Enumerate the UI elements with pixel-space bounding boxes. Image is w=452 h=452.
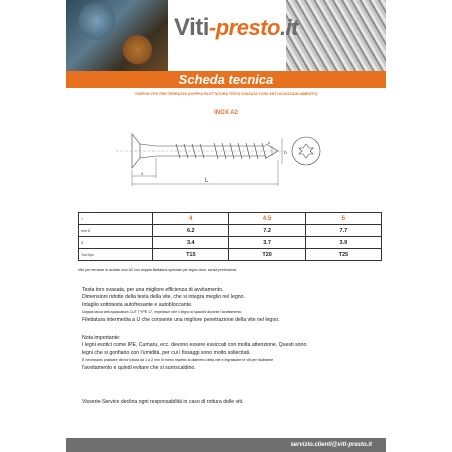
header-photo-screws xyxy=(286,0,386,71)
usage-note: Vite per terrazze in acciaio inox A2 con doppia filettatura speciale per legno duro, senza preforatura. xyxy=(78,268,237,272)
cell-value: 4.5 xyxy=(229,213,305,225)
table-row xyxy=(79,225,382,237)
header-banner xyxy=(66,0,386,71)
feature-line: Intaglio sottotesta autofresante e autobloccante. xyxy=(82,301,193,308)
cell-value: 3.9 xyxy=(305,237,381,249)
title-band xyxy=(66,71,386,88)
footer-email: servizio.clienti@viti-presto.it xyxy=(290,442,372,448)
dim-label-L: L xyxy=(205,178,209,184)
logo-viti: Viti xyxy=(174,14,209,41)
disclaimer: Visserie-Service declina ogni responsabilità in caso di rottura delle viti. xyxy=(82,399,244,405)
row-label: S xyxy=(79,237,153,249)
product-subtitle: VSEPVH VITE PER TERRAZZA (DOPPIA FILETTATURA TESTA SVASATA TORX ANTI-SCHIZZAGLIAMENTO) xyxy=(134,92,318,96)
cell-value: T15 xyxy=(153,249,229,261)
feature-line: Doppia tacca anti-spaccatura CUT TYPE 17, impedisce che il legno si spacchi durante l'avvitamento. xyxy=(82,310,243,315)
table-row xyxy=(79,237,382,249)
note-line: I legni esotici come IPE, Cumaru, ecc. devono essere essiccati con molta attenzione. Questi sono xyxy=(82,342,307,349)
cell-value: 3.4 xyxy=(153,237,229,249)
feature-line: Testa torx svasata, per una migliore efficienza di avvitamento. xyxy=(82,287,224,293)
note-line: È necessario praticare dei fori pilota da 1 a 2 mm in meno rispetto al diametro della vite e ingrassare le viti per facilitarne xyxy=(82,358,274,363)
specs-table xyxy=(78,212,382,261)
logo-presto: -presto xyxy=(208,15,280,40)
cell-value: 6.2 xyxy=(153,225,229,237)
cell-value: T25 xyxy=(305,249,381,261)
cell-value: 5 xyxy=(305,213,381,225)
note-line: l'avvitamento e quindi evitare che si surriscaldino. xyxy=(82,364,196,371)
dim-label-d: d xyxy=(268,141,270,145)
header-photo-tools xyxy=(66,0,168,71)
cell-value: 7.2 xyxy=(229,225,305,237)
product-material: INOX A2 xyxy=(214,110,238,116)
dim-label-S: S xyxy=(141,172,144,176)
note-title: Nota importante: xyxy=(82,335,121,341)
footer-bar xyxy=(66,438,386,452)
cell-value: 7.7 xyxy=(305,225,381,237)
important-note xyxy=(82,335,382,372)
cell-value: T20 xyxy=(229,249,305,261)
features-list xyxy=(82,287,382,324)
cell-value: 3.7 xyxy=(229,237,305,249)
screw-shank xyxy=(116,143,286,159)
row-label: mm D xyxy=(79,225,153,237)
screw-technical-drawing xyxy=(96,128,326,190)
cell-value: 4 xyxy=(153,213,229,225)
torx-head-view xyxy=(292,137,320,165)
row-label: d xyxy=(79,213,153,225)
logo-domain: .it xyxy=(279,15,299,40)
page-title: Scheda tecnica xyxy=(178,72,274,87)
row-label: Torx tipo xyxy=(79,249,153,261)
table-row xyxy=(79,249,382,261)
note-line: legni che si gonfiano con l'umidità, per cui i fissaggi sono molto sollecitati. xyxy=(82,349,251,356)
table-row xyxy=(79,213,382,225)
brand-logo xyxy=(174,14,298,42)
feature-line: Dimensioni ridotte della testa della vite, che si integra meglio nel legno. xyxy=(82,294,245,301)
feature-line: Filettatura intermedia a U che consente una migliore penetrazione della vite nel legno. xyxy=(82,316,280,323)
dim-label-D: D xyxy=(284,150,287,155)
